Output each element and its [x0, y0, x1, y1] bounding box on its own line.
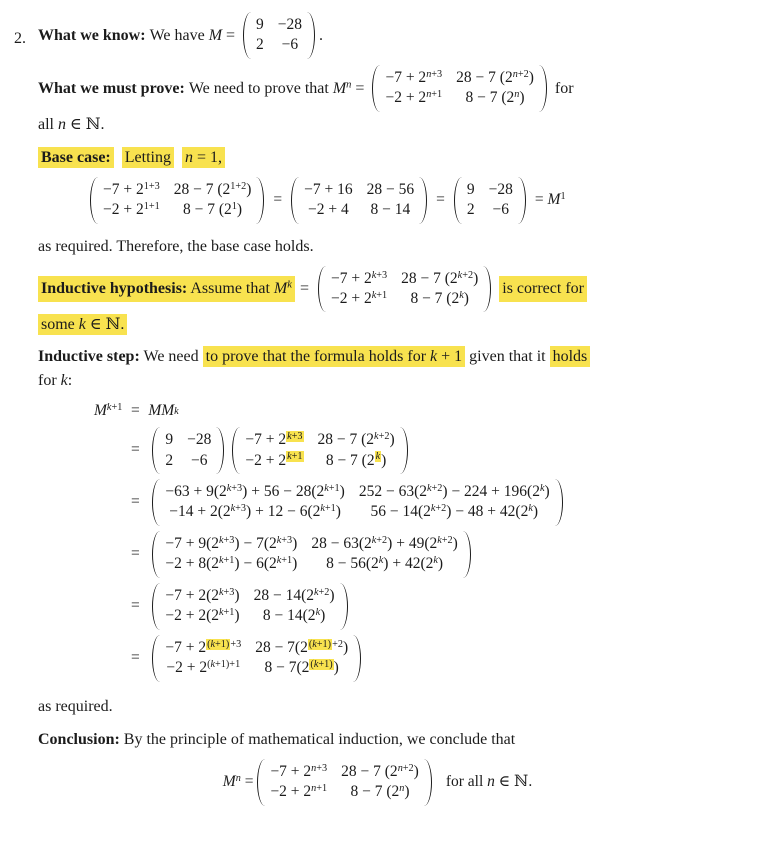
derivation-block [94, 401, 757, 681]
matrix-base-result [454, 177, 526, 224]
step-wrap-line: for k: [38, 371, 73, 389]
matrix-grid [160, 427, 216, 474]
derivation-row-product [148, 427, 566, 474]
matrix-cell: 28 − 7 $(2^{1+2})$ [173, 180, 252, 198]
right-paren-icon [216, 427, 224, 474]
matrix-base-evaluated [291, 177, 427, 224]
matrix-cell: $8 - 56(2^k) + 42(2^k)$ [326, 555, 444, 573]
hypothesis-lead-highlight: Inductive hypothesis: Assume that $M^k$ [38, 276, 295, 302]
matrix-k-plus-1 [152, 635, 361, 682]
left-paren-icon [318, 266, 326, 313]
matrix-cell: 28 − 7 $(2^{k+2})$ [317, 431, 395, 449]
matrix-cell: $56 - 14(2^{k+2}) - 48 + 42(2^k)$ [370, 503, 539, 521]
item-content [38, 12, 757, 806]
matrix-cell: $-2 + 2^{n+1}$ [385, 89, 443, 107]
matrix-cell: 2 [466, 201, 475, 219]
matrix-cell: $252 - 63(2^{k+2}) - 224 + 196(2^k)$ [358, 482, 550, 501]
label-conclusion: Conclusion: [38, 731, 120, 749]
left-paren-icon [152, 583, 160, 630]
right-paren-icon [555, 479, 563, 526]
step-highlight-2: holds [550, 346, 591, 367]
equals-sign: = [130, 441, 140, 459]
equals-sign: = [130, 544, 140, 562]
matrix-cell: $-2 + 2^{n+1}$ [270, 783, 328, 801]
matrix-cell: 9 [256, 16, 264, 33]
base-case-n-equals-1: n = 1, [182, 147, 225, 168]
matrix-cell: $-7 + 2^{1+3}$ [103, 180, 160, 198]
matrix-cell: $-7 + 2^{k+3}$ [330, 269, 388, 287]
step-conclusion-text: as required. [38, 697, 113, 715]
left-paren-icon [152, 479, 160, 526]
matrix-cell: $-7 + 2^{n+3}$ [385, 68, 443, 86]
matrix-cell: $-2 + 2(2^{k+1})$ [165, 607, 240, 625]
equals-sign: = [130, 648, 140, 666]
derivation-lhs: $M^{k+1}$ [94, 402, 123, 420]
right-paren-icon [340, 583, 348, 630]
equals-sign: = [130, 402, 140, 420]
hypothesis-wrap-line [38, 314, 757, 336]
matrix-cell: $-14 + 2(2^{k+3}) + 12 - 6(2^{k+1})$ [169, 503, 341, 521]
matrix-cell: $8 - 14(2^k)$ [262, 607, 326, 625]
prove-lead-text: We need to prove that $M^n$ = [188, 79, 365, 97]
matrix-M-factor [152, 427, 224, 474]
derivation-row-expanded [148, 479, 566, 526]
matrix-grid [265, 759, 423, 806]
matrix-cell: 8 − 7 (2$^n$) [465, 89, 525, 107]
matrix-cell: $8 - 7(2^{(k+1)})$ [264, 659, 339, 677]
matrix-cell: $-7 + 9(2^{k+3}) - 7(2^{k+3})$ [165, 534, 298, 552]
matrix-cell: 8 − 7 (2$^n$) [350, 783, 410, 801]
conclusion-lhs: $M^n$ = [222, 772, 254, 790]
step-highlight-1: to prove that the formula holds for k + 1 [203, 346, 466, 367]
label-base-case: Base case: [38, 147, 114, 168]
left-paren-icon [152, 635, 160, 682]
base-case-letting: Letting [122, 147, 174, 168]
equals-sign: = [130, 493, 140, 510]
matrix-cell: $-7 + 2^{k+3}$ [245, 431, 303, 449]
derivation-rhs-MMk: MM k [148, 402, 179, 420]
matrix-grid [462, 177, 518, 224]
prove-tail-text: for [554, 79, 574, 97]
matrix-grid [299, 177, 419, 224]
matrix-grid [160, 531, 463, 578]
matrix-cell: 28 − 56 [366, 181, 415, 198]
left-paren-icon [152, 427, 160, 474]
derivation-row-combined [148, 531, 566, 578]
matrix-Mk-factor [232, 427, 407, 474]
matrix-cell: −6 [492, 201, 510, 219]
matrix-cell: $28 - 63(2^{k+2}) + 49(2^{k+2})$ [311, 534, 458, 552]
matrix-grid [326, 266, 483, 313]
matrix-cell: $-7 + 2^{n+3}$ [270, 762, 328, 780]
conclusion-text: By the principle of mathematical induction, we conclude that [123, 731, 516, 749]
matrix-combined [152, 531, 471, 578]
base-case-equation [86, 177, 757, 224]
matrix-grid [160, 479, 554, 526]
matrix-base-substituted [90, 177, 264, 224]
right-paren-icon [539, 65, 547, 112]
prove-wrap-line: all n ∈ ℕ. [38, 115, 105, 133]
matrix-cell: 2 [165, 451, 174, 469]
matrix-cell: 28 − 7 $(2^{n+2})$ [456, 68, 534, 86]
matrix-cell: 8 − 14 [370, 201, 411, 219]
derivation-row-simplified [148, 583, 566, 630]
equals-sign: = [130, 596, 140, 614]
matrix-cell: −28 [277, 16, 303, 33]
matrix-cell: −6 [190, 451, 208, 469]
paragraph-base-case [38, 147, 757, 169]
matrix-cell: 9 [466, 181, 475, 198]
matrix-cell: 28 − 7 $(2^{k+2})$ [401, 269, 479, 287]
matrix-cell: 8 − 7 $(2^1)$ [183, 201, 243, 219]
matrix-cell: −2 + 4 [308, 201, 349, 219]
left-paren-icon [291, 177, 299, 224]
matrix-cell: 2 [256, 36, 264, 54]
right-paren-icon [307, 12, 315, 59]
matrix-cell: 8 − 7 (2$^k$) [410, 289, 469, 307]
label-what-we-know: What we know: [38, 26, 146, 44]
right-paren-icon [483, 266, 491, 313]
matrix-cell: $-7 + 2^{(k+1)+3}$ [165, 638, 242, 656]
right-paren-icon [400, 427, 408, 474]
left-paren-icon [454, 177, 462, 224]
right-paren-icon [419, 177, 427, 224]
hypothesis-tail-highlight: is correct for [499, 276, 587, 302]
base-case-conclusion-text: as required. Therefore, the base case holds. [38, 237, 314, 255]
matrix-grid [160, 635, 353, 682]
matrix-cell: $-2 + 2^{k+1}$ [245, 451, 303, 469]
label-inductive-step: Inductive step: [38, 348, 140, 365]
paragraph-conclusion [38, 729, 757, 751]
left-paren-icon [90, 177, 98, 224]
equals-sign: = [299, 280, 309, 298]
right-paren-icon [353, 635, 361, 682]
matrix-cell: −28 [488, 181, 513, 198]
numbered-item [14, 12, 757, 806]
left-paren-icon [257, 759, 265, 806]
matrix-cell: $-2 + 2^{(k+1)+1}$ [166, 659, 241, 677]
matrix-cell: 8 − 7 (2$^k$) [325, 451, 387, 469]
right-paren-icon [518, 177, 526, 224]
matrix-grid [251, 12, 307, 59]
equals-sign: = [273, 190, 283, 208]
matrix-cell: $-2 + 8(2^{k+1}) - 6(2^{k+1})$ [165, 555, 298, 573]
matrix-cell: $-2 + 2^{k+1}$ [330, 289, 388, 307]
item-number: 2. [14, 30, 26, 47]
matrix-cell: −28 [187, 431, 212, 449]
hypothesis-wrap-highlight: some k ∈ ℕ. [38, 314, 127, 335]
matrix-grid [240, 427, 399, 474]
paragraph-what-we-know [38, 12, 757, 59]
matrix-cell: −7 + 16 [304, 181, 353, 198]
matrix-cell: 9 [165, 431, 174, 449]
matrix-Mn-formula [372, 65, 546, 112]
matrix-cell: $28 - 14(2^{k+2})$ [253, 586, 335, 604]
paragraph-inductive-step [38, 346, 757, 368]
step-mid-text: given that it [469, 348, 546, 365]
equals-sign: = [436, 190, 445, 208]
matrix-expanded [152, 479, 562, 526]
matrix-grid [380, 65, 538, 112]
matrix-cell: −6 [281, 36, 299, 54]
matrix-conclusion [257, 759, 431, 806]
left-paren-icon [152, 531, 160, 578]
right-paren-icon [424, 759, 432, 806]
know-period: . [319, 26, 324, 44]
left-paren-icon [372, 65, 380, 112]
matrix-M [243, 12, 315, 59]
matrix-Mk-formula [318, 266, 491, 313]
know-lead-text: We have M = [149, 26, 236, 44]
matrix-grid [160, 583, 339, 630]
right-paren-icon [463, 531, 471, 578]
conclusion-equation [38, 759, 717, 806]
matrix-cell: $-2 + 2^{1+1}$ [103, 201, 160, 219]
left-paren-icon [243, 12, 251, 59]
label-what-we-must-prove: What we must prove: [38, 79, 185, 97]
left-paren-icon [232, 427, 240, 474]
right-paren-icon [256, 177, 264, 224]
base-case-rhs-M1: = $M^1$ [534, 190, 566, 208]
matrix-cell: $-63 + 9(2^{k+3}) + 56 - 28(2^{k+1})$ [165, 482, 345, 501]
derivation-row-final [148, 635, 566, 682]
matrix-cell: $28 - 7(2^{(k+1)+2})$ [255, 638, 349, 656]
matrix-grid [98, 177, 256, 224]
paragraph-inductive-hypothesis [38, 266, 757, 313]
matrix-cell: $-7 + 2(2^{k+3})$ [165, 586, 240, 604]
matrix-cell: 28 − 7 $(2^{n+2})$ [341, 762, 419, 780]
conclusion-tail: for all n ∈ ℕ. [445, 772, 533, 790]
matrix-simplified [152, 583, 347, 630]
paragraph-what-we-must-prove [38, 65, 757, 112]
step-lead-text: We need [143, 348, 199, 365]
